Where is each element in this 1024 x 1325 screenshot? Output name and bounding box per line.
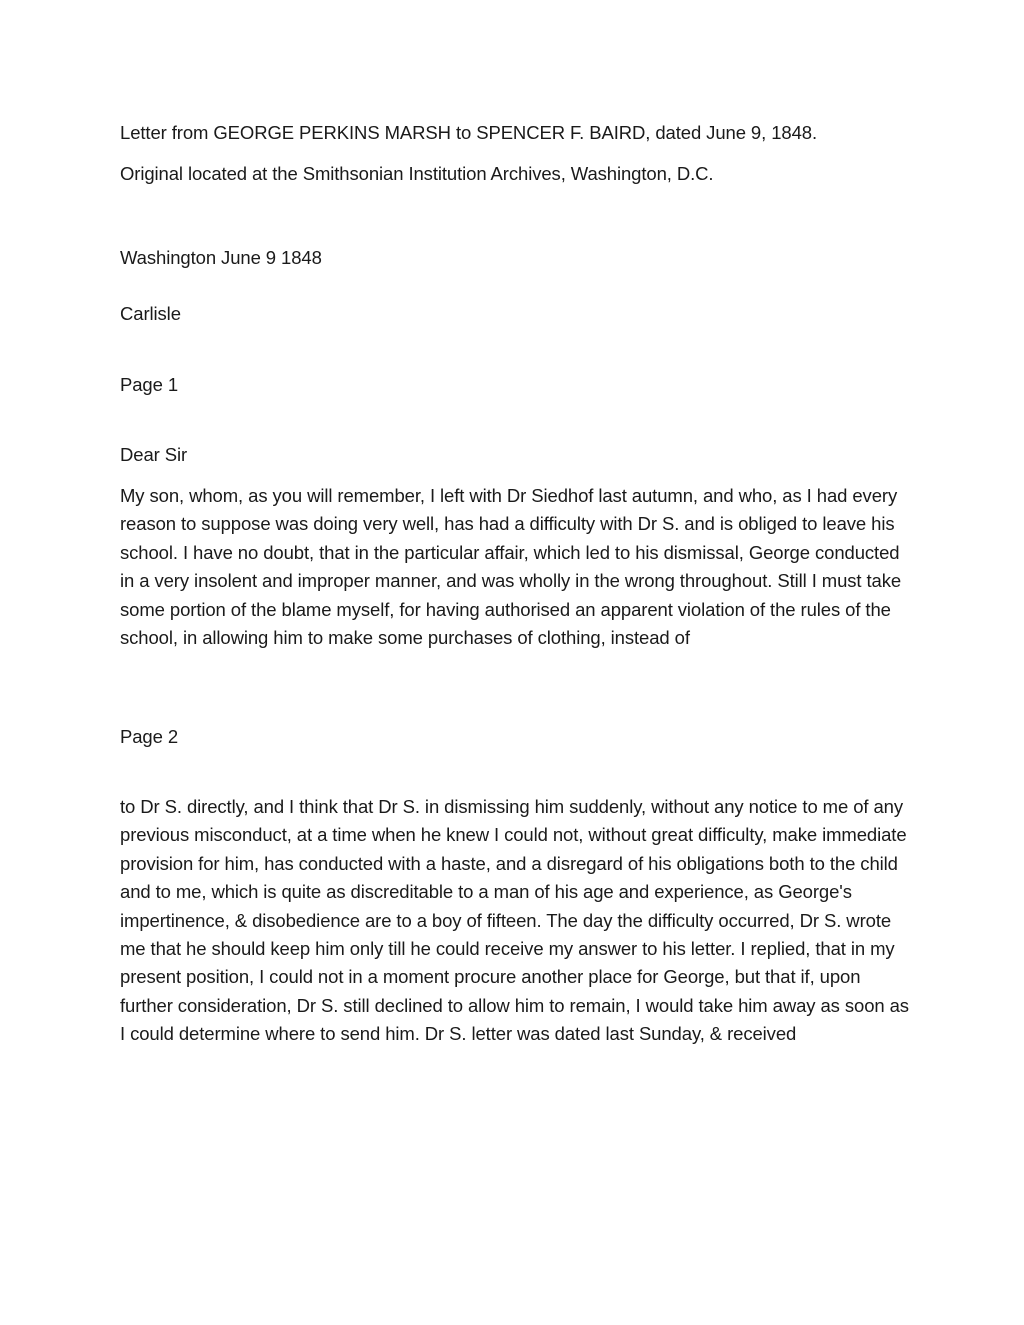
header-line-1: Letter from GEORGE PERKINS MARSH to SPENCER F. BAIRD, dated June 9, 1848. xyxy=(120,122,817,143)
salutation: Dear Sir xyxy=(120,444,188,465)
header-line-2: Original located at the Smithsonian Institution Archives, Washington, D.C. xyxy=(120,163,714,184)
place-date: Washington June 9 1848 xyxy=(120,247,322,268)
page-1-label: Page 1 xyxy=(120,374,179,395)
page-1-body: My son, whom, as you will remember, I left with Dr Siedhof last autumn, and who, as I had every reason to suppose was doing very well, has had a difficulty with Dr S. and is obliged to leave his school. I have no doubt, that in the particular affair, which led to his dismissal, George conducted in a very insolent and improper manner, and was wholly in the wrong throughout. Still I must take some portion of the blame myself, for having authorised an apparent violation of the rules of the school, in allowing him to make some purchases of clothing, instead of xyxy=(120,485,902,649)
recipient-place: Carlisle xyxy=(120,303,181,324)
page-2-label: Page 2 xyxy=(120,726,179,747)
page-2-body: to Dr S. directly, and I think that Dr S. in dismissing him suddenly, without any notice to me of any previous misconduct, at a time when he knew I could not, without great difficulty, make immediate provision for him, has conducted with a haste, and a disregard of his obligations both to the child and to me, which is quite as discreditable to a man of his age and experience, as George's impertinence, & disobedience are to a boy of fifteen. The day the difficulty occurred, Dr S. wrote me that he should keep him only till he could receive my answer to his letter. I replied, that in my present position, I could not in a moment procure another place for George, but that if, upon further consideration, Dr S. still declined to allow him to remain, I would take him away as soon as I could determine where to send him. Dr S. letter was dated last Sunday, & received xyxy=(120,796,909,1045)
